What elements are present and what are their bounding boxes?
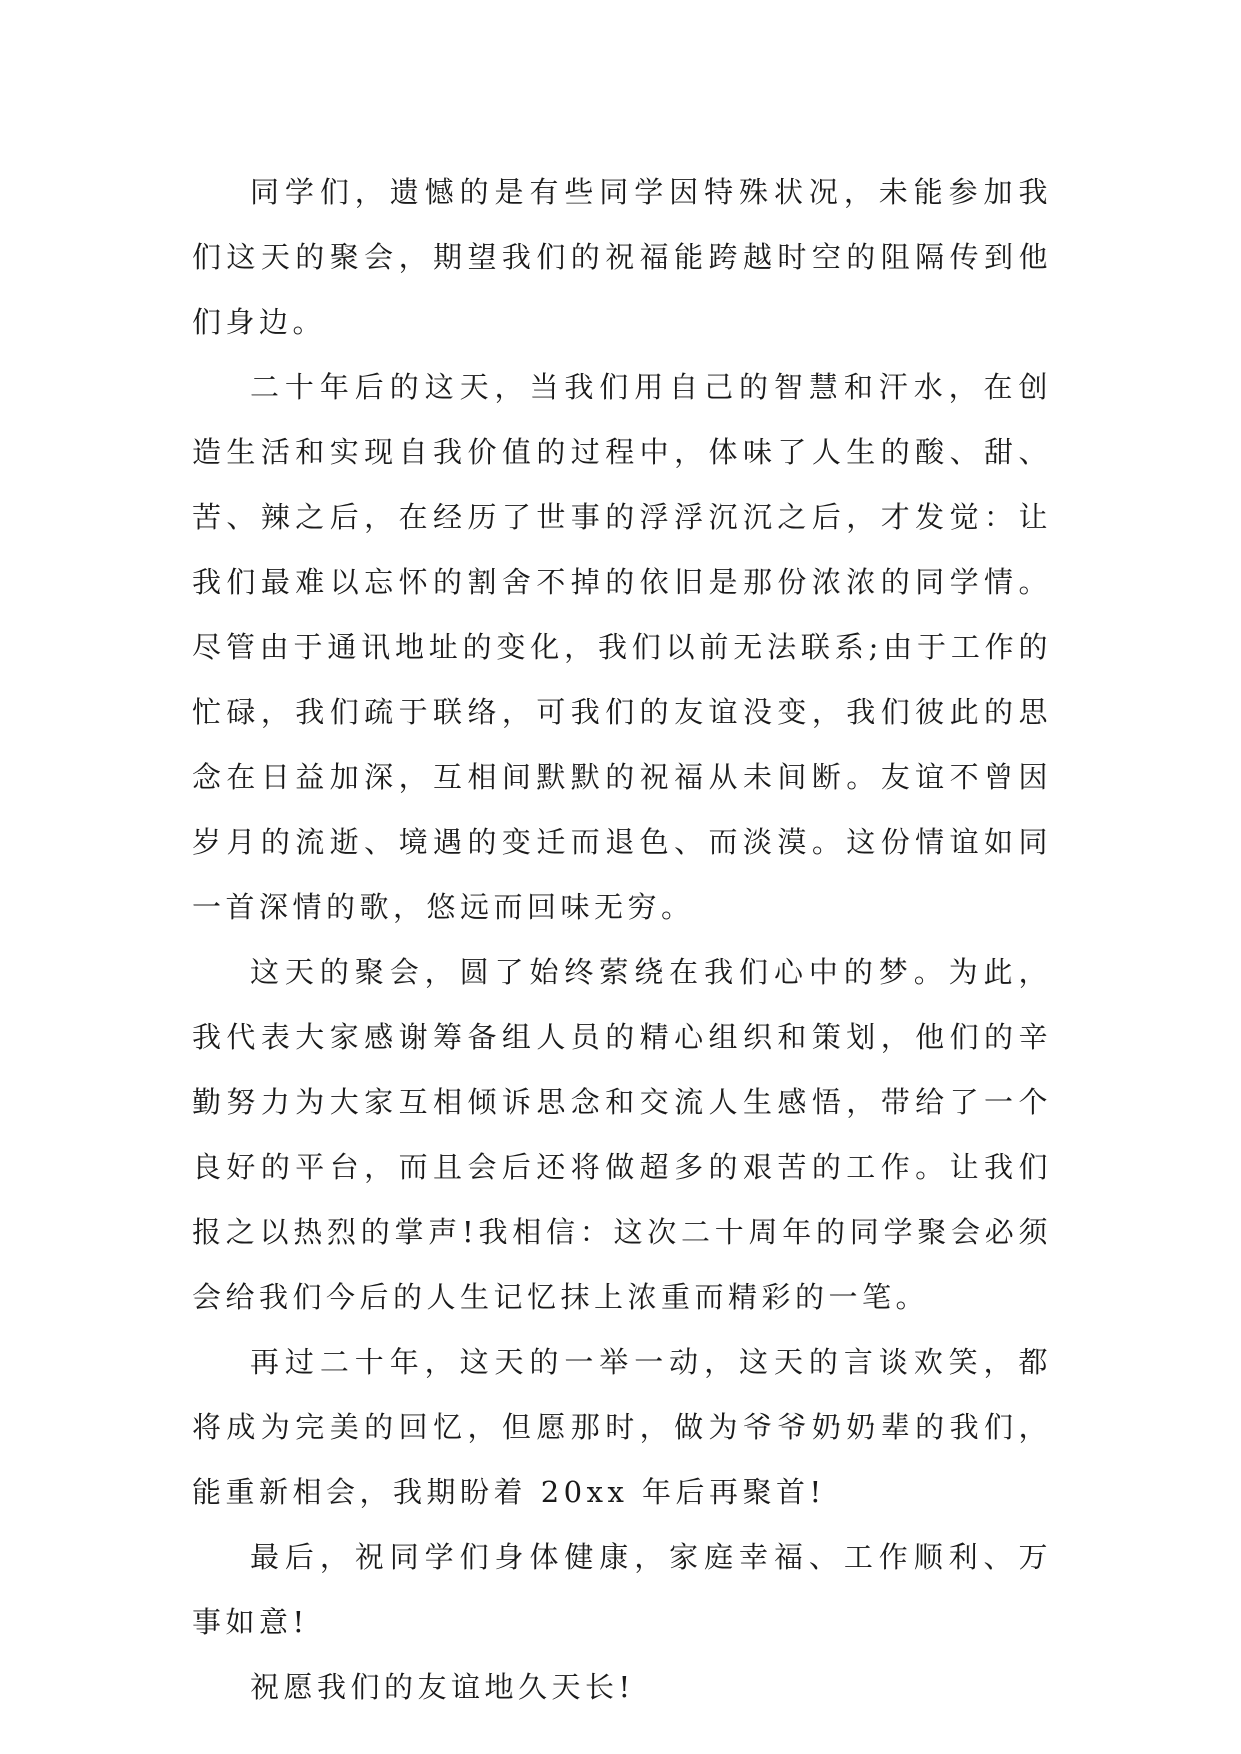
document-body	[192, 160, 1052, 1720]
paragraph-reunion-thanks: 这天的聚会，圆了始终萦绕在我们心中的梦。为此，我代表大家感谢筹备组人员的精心组织和策划，他们的辛勤努力为大家互相倾诉思念和交流人生感悟，带给了一个良好的平台，而且会后还将做超多的艰苦的工作。让我们报之以热烈的掌声!我相信：这次二十周年的同学聚会必须会给我们今后的人生记忆抹上浓重而精彩的一笔。	[192, 955, 1052, 1314]
paragraph-absent-classmates: 同学们，遗憾的是有些同学因特殊状况，未能参加我们这天的聚会，期望我们的祝福能跨越时空的阻隔传到他们身边。	[192, 175, 1052, 339]
paragraph-best-wishes: 最后，祝同学们身体健康，家庭幸福、工作顺利、万事如意!	[192, 1540, 1052, 1639]
paragraph-twenty-years-later: 二十年后的这天，当我们用自己的智慧和汗水，在创造生活和实现自我价值的过程中，体味了人生的酸、甜、苦、辣之后，在经历了世事的浮浮沉沉之后，才发觉：让我们最难以忘怀的割舍不掉的依旧是那份浓浓的同学情。尽管由于通讯地址的变化，我们以前无法联系;由于工作的忙碌，我们疏于联络，可我们的友谊没变，我们彼此的思念在日益加深，互相间默默的祝福从未间断。友谊不曾因岁月的流逝、境遇的变迁而退色、而淡漠。这份情谊如同一首深情的歌，悠远而回味无穷。	[192, 370, 1052, 924]
paragraph-next-reunion: 再过二十年，这天的一举一动，这天的言谈欢笑，都将成为完美的回忆，但愿那时，做为爷爷奶奶辈的我们，能重新相会，我期盼着 20xx 年后再聚首!	[192, 1345, 1052, 1509]
paragraph-closing: 祝愿我们的友谊地久天长!	[250, 1670, 635, 1704]
